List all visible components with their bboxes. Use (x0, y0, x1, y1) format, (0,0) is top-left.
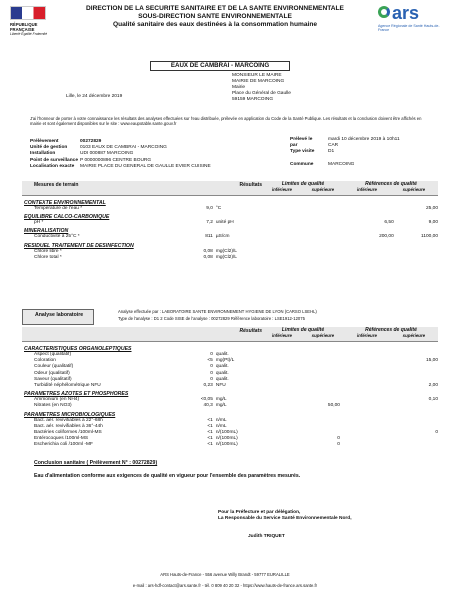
field-label: Type visite (290, 149, 315, 155)
param-lim-sup (305, 383, 340, 389)
param-value: <1 (207, 423, 213, 429)
param-value: <1 (207, 430, 213, 436)
param-name: Chlore libre * (34, 248, 62, 254)
field-label: Unité de gestion (30, 145, 68, 151)
param-unit: mg(Pt)/L (215, 358, 235, 364)
param-value: <1 (207, 417, 213, 423)
param-name: Ammonium (en NH4) (34, 397, 80, 403)
ars-logo-sub: Agence Régionale de Santé Hauts-de-France (378, 24, 440, 33)
terrain-header-inf: inférieure (271, 187, 292, 192)
param-value: <5 (207, 358, 213, 364)
param-row (24, 220, 438, 226)
republique-line2: FRANÇAISE (10, 27, 35, 32)
param-unit: n/(100mL) (215, 436, 238, 442)
param-value: 0 (210, 352, 213, 357)
param-unit: mg(Cl2)/L (215, 248, 237, 254)
param-value: 9,0 (206, 206, 213, 211)
lab-label: Analyse laboratoire (22, 309, 94, 325)
sample-fields-left (30, 139, 270, 170)
param-value: 0,23 (203, 383, 213, 389)
param-row (24, 403, 438, 409)
field-value: CAR (328, 143, 339, 149)
param-name: Escherichia coli /100ml -MF (34, 442, 93, 448)
param-ref-sup (394, 255, 438, 261)
ars-logo-text: ars (392, 3, 420, 23)
field-label: Localisation exacte (30, 163, 75, 169)
param-row (24, 255, 438, 261)
param-name: Aspect (qualitatif) (34, 352, 72, 357)
param-value: <0,05 (200, 397, 213, 403)
param-unit: mg/L (215, 397, 227, 403)
terrain-body (22, 196, 438, 261)
param-unit: mg(Cl2)/L (215, 254, 237, 260)
param-ref-sup: 2,00 (428, 383, 438, 389)
param-unit: n/(100mL) (215, 442, 238, 448)
field-value: UDI 000887 MARCOING (80, 151, 134, 157)
param-lim-sup: 0 (337, 442, 340, 448)
param-value: <1 (207, 436, 213, 442)
param-ref-sup: 9,00 (428, 220, 438, 226)
field-value: MARCOING (328, 161, 355, 167)
param-lim-sup (305, 255, 340, 261)
field-label: par (290, 143, 298, 149)
param-value: 40,3 (203, 403, 213, 409)
recipient-line: Mairie (232, 85, 246, 90)
recipient-line: 59159 MARCOING (232, 97, 274, 102)
header-titles (60, 5, 370, 29)
section-title: CARACTERISTIQUES ORGANOLEPTIQUES (24, 346, 132, 352)
lab-body (22, 342, 438, 449)
field-row (30, 164, 270, 170)
param-name: Conductivité à 25°C * (34, 234, 80, 240)
field-label: Installation (30, 151, 56, 157)
section-title: CONTEXTE ENVIRONNEMENTAL (24, 200, 106, 206)
param-ref-inf: 200,00 (379, 234, 394, 240)
field-value: P 0000000896 CENTRE BOURG (80, 157, 152, 163)
param-name: Couleur (qualitatif) (34, 364, 74, 370)
terrain-table (22, 181, 438, 261)
param-value: <1 (207, 442, 213, 448)
param-unit: mg/L (215, 403, 227, 409)
lab-header-inf: inférieure (271, 333, 292, 338)
recipient-line: MAIRIE DE MARCOING (232, 79, 285, 84)
header-title-3: Qualité sanitaire des eaux destinées à la consommation humaine (112, 21, 318, 28)
param-unit: qualit. (215, 376, 229, 382)
section-title: MINERALISATION (24, 228, 69, 235)
param-unit: unité pH (215, 220, 234, 226)
field-label: Prélèvement (30, 139, 59, 144)
signature-line2: La Responsable du Service Santé Environnementale Nord, (218, 516, 352, 521)
param-row (24, 206, 438, 212)
terrain-header-result: Résultats (239, 182, 262, 188)
terrain-header-sup: supérieure (311, 187, 335, 192)
terrain-header-ref-sup: supérieure (402, 187, 426, 192)
param-ref-inf (340, 255, 394, 261)
section-title: PARAMETRES AZOTES ET PHOSPHORES (24, 391, 129, 398)
param-lim-inf (271, 403, 306, 409)
field-value: MAIRIE PLACE DU GENERAL DE GAULLE EVIER CUISINE (80, 163, 211, 169)
param-name: Chlore total * (34, 254, 62, 260)
field-row (290, 162, 440, 168)
param-ref-sup: 0 (435, 430, 438, 436)
param-lim-inf (271, 206, 306, 212)
param-unit: n/(100mL) (215, 430, 238, 436)
lab-table (22, 327, 438, 449)
param-value: 7,2 (206, 220, 213, 226)
terrain-header-limits: Limites de qualité (281, 181, 325, 187)
lab-header-refs: Références de qualité (365, 327, 417, 333)
param-ref-sup (394, 403, 438, 409)
header-title-2: SOUS-DIRECTION SANTE ENVIRONNEMENTALE (138, 13, 292, 20)
param-unit: qualit. (215, 370, 229, 376)
param-lim-sup (305, 220, 340, 226)
field-value: mardi 10 décembre 2019 à 10h11 (328, 137, 400, 142)
param-lim-inf (271, 220, 306, 226)
param-name: Bact. aér. revivifiables à 36°-44h (34, 423, 103, 429)
ars-swirl-icon (378, 6, 390, 18)
param-name: Nitrates (en NO3) (34, 403, 72, 409)
param-unit: µS/cm (215, 234, 230, 240)
param-lim-inf (271, 234, 306, 240)
param-name: Coloration (34, 358, 56, 364)
param-ref-sup (394, 442, 438, 448)
field-row (290, 149, 440, 155)
param-ref-sup: 15,00 (425, 358, 438, 364)
lab-header (22, 327, 438, 342)
param-value: 0,08 (203, 254, 213, 260)
recipient-line: MONSIEUR LE MAIRE (232, 73, 282, 78)
param-unit: n/mL (215, 417, 227, 423)
param-row (24, 234, 438, 240)
param-value: 811 (205, 234, 213, 240)
field-label: Point de surveillance (30, 157, 78, 163)
param-lim-sup: 50,00 (327, 403, 340, 409)
section-title: RESIDUEL TRAITEMENT DE DESINFECTION (24, 242, 134, 249)
recipient-block (232, 73, 352, 103)
conclusion-text: Eau d'alimentation conforme aux exigences de qualité en vigueur pour l'ensemble des paramètres mesurés. (34, 473, 301, 479)
republique-motto: Liberté Égalité Fraternité (10, 32, 48, 36)
signature-name: Judith TRIQUET (248, 534, 285, 539)
param-unit: qualit. (215, 364, 229, 370)
param-unit: °C (215, 206, 222, 211)
date-line: Lille, le 24 décembre 2019 (66, 94, 123, 99)
field-value: 00272829 (80, 139, 102, 144)
network-title: EAUX DE CAMBRAI - MARCOING (150, 61, 290, 71)
param-value: 0 (210, 364, 213, 370)
ars-logo (378, 4, 444, 36)
param-name: Bact. aér. revivifiables à 22°-68h (34, 417, 103, 423)
terrain-header-ref-inf: inférieure (356, 187, 377, 192)
param-ref-inf (340, 403, 394, 409)
intro-text: J'ai l'honneur de porter à votre connaissance les résultats des analyses effectuées sur l'eau distribuée, prélevée en application du Code de la Santé Publique. Les résultats et la conclusion doivent être affichés en mairie et sont également disponibles sur le site : www.eaupotable.sante.gouv.fr (30, 116, 422, 126)
param-unit: n/mL (215, 423, 227, 429)
param-ref-inf (340, 442, 394, 448)
terrain-header-refs: Références de qualité (365, 181, 417, 187)
signature-block (218, 510, 418, 540)
terrain-header-name: Mesures de terrain (34, 182, 79, 188)
param-ref-inf: 6,50 (384, 220, 394, 226)
param-lim-sup (305, 206, 340, 212)
marianne-icon (10, 6, 46, 20)
param-row (24, 383, 438, 389)
param-name: Saveur (qualitatif) (34, 376, 72, 382)
param-lim-sup: 0 (337, 436, 340, 442)
footer-line2: e-mail : ars-hdf-contact@ars.sante.fr - tél. 0 809 40 20 32 - https://www.hauts-de-france.ars.sante.fr (132, 583, 318, 588)
lab-header-ref-inf: inférieure (356, 333, 377, 338)
param-unit: qualit. (215, 352, 229, 357)
param-ref-sup: 0,10 (428, 397, 438, 403)
param-lim-sup (305, 234, 340, 240)
param-ref-sup: 25,00 (425, 206, 438, 211)
param-name: Bactéries coliformes /100ml-MS (34, 430, 102, 436)
field-label: Prélevé le (290, 137, 313, 142)
section-title: PARAMETRES MICROBIOLOGIQUES (24, 411, 116, 418)
lab-header-sup: supérieure (311, 333, 335, 338)
signature-line1: Pour la Préfecture et par délégation, (218, 510, 301, 515)
param-value: 0,08 (203, 248, 213, 254)
sample-fields-right (290, 137, 440, 168)
lab-header-limits: Limites de qualité (281, 327, 325, 333)
field-label: Commune (290, 161, 314, 167)
param-unit: NFU (215, 383, 226, 389)
param-name: Entérocoques /100ml-MS (34, 436, 89, 442)
republique-line1: RÉPUBLIQUE (10, 22, 38, 27)
param-lim-inf (271, 255, 306, 261)
republique-logo (10, 6, 54, 36)
param-name: Turbidité néphélométrique NFU (34, 383, 101, 389)
conclusion-title: Conclusion sanitaire ( Prélèvement N° : 00272829) (34, 460, 158, 466)
field-value: D1 (328, 149, 335, 155)
param-ref-inf (340, 383, 394, 389)
param-ref-inf (340, 206, 394, 212)
footer-line1: ARS Hauts-de-France - 556 avenue Willy Brandt - 59777 EURALILLE (160, 572, 290, 577)
param-name: Température de l'eau * (34, 206, 83, 211)
recipient-line: Place du Général de Gaulle (232, 91, 291, 96)
param-value: 0 (210, 376, 213, 382)
param-lim-inf (271, 442, 306, 448)
terrain-header (22, 181, 438, 196)
param-name: Odeur (qualitatif) (34, 370, 70, 376)
field-value: 0103 EAUX DE CAMBRAI - MARCOING (80, 145, 167, 151)
lab-line2: Type de l'analyse : D1 2 Code SISE de l'analyse : 00272829 Référence laboratoire : LSE1912-12075 (118, 316, 305, 321)
section-title: EQUILIBRE CALCO-CARBONIQUE (24, 214, 110, 221)
param-row (24, 442, 438, 448)
param-name: pH * (34, 220, 44, 226)
lab-header-ref-sup: supérieure (402, 333, 426, 338)
lab-line1: Analyse effectuée par : LABORATOIRE SANTE ENVIRONNEMENT HYGIENE DE LYON (CARSO LSEHL) (118, 309, 317, 314)
param-value: 0 (210, 370, 213, 376)
lab-header-result: Résultats (239, 328, 262, 334)
param-lim-inf (271, 383, 306, 389)
header-title-1: DIRECTION DE LA SECURITE SANITAIRE ET DE LA SANTE ENVIRONNEMENTALE (86, 5, 344, 12)
param-ref-sup: 1100,00 (421, 234, 438, 240)
